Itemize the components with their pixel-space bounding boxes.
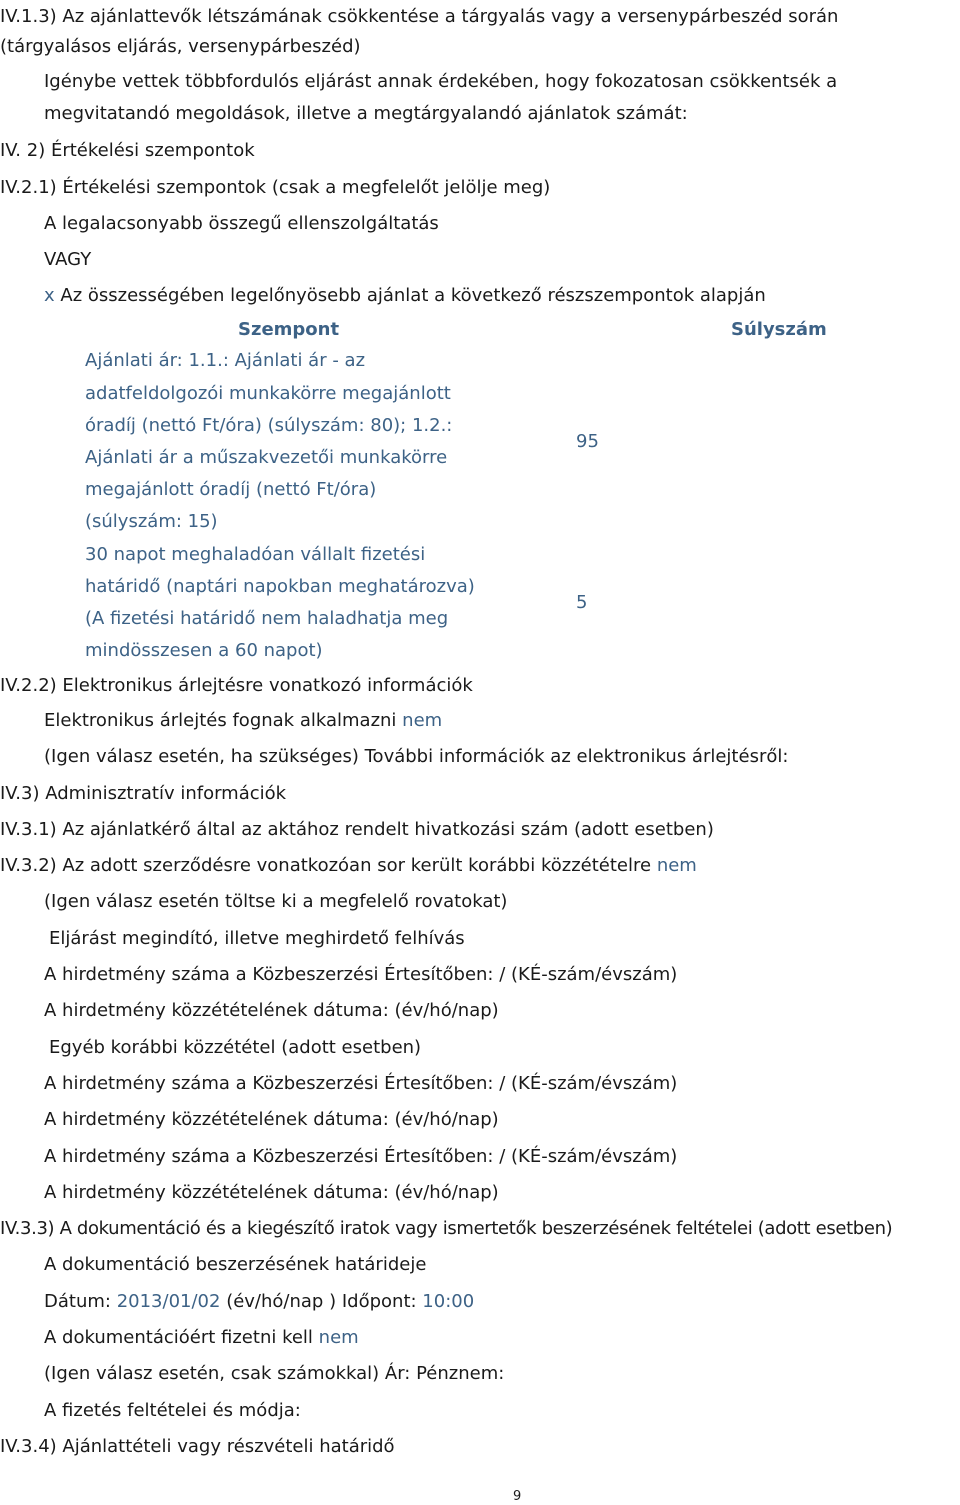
criteria-header-criterion: Szempont (238, 319, 340, 340)
option-best-value (44, 287, 766, 305)
criterion-weight: 95 (576, 431, 599, 452)
pay-value: nem (318, 1327, 359, 1348)
option-best-value-label: Az összességében legelőnyösebb ajánlat a következő részszempontok alapján (60, 285, 766, 306)
criterion-text-line: adatfeldolgozói munkakörre megajánlott (85, 383, 451, 404)
prev-notice-heading: Eljárást megindító, illetve meghirdető felhívás (49, 928, 465, 949)
price-line: (Igen válasz esetén, csak számokkal) Ár: Pénznem: (44, 1363, 505, 1384)
section-iv2-heading: IV. 2) Értékelési szempontok (0, 140, 255, 161)
criterion-text-line: Ajánlati ár a műszakvezetői munkakörre (85, 447, 448, 468)
prev-fill-instruction: (Igen válasz esetén töltse ki a megfelelő rovatokat) (44, 891, 508, 912)
criterion-text-line: megajánlott óradíj (nettó Ft/óra) (85, 479, 377, 500)
time-label: Időpont: (341, 1291, 417, 1312)
other-prev-heading: Egyéb korábbi közzététel (adott esetben) (49, 1037, 422, 1058)
doc-payment-line (44, 1329, 359, 1347)
multistage-text-2: megvitatandó megoldások, illetve a megtárgyalandó ajánlatok számát: (44, 103, 688, 124)
section-iv33-heading: IV.3.3) A dokumentáció és a kiegészítő iratok vagy ismertetők beszerzésének feltételei (adott esetben) (0, 1218, 893, 1239)
section-iv31-heading: IV.3.1) Az ajánlatkérő által az aktához rendelt hivatkozási szám (adott esetben) (0, 819, 714, 840)
notice-date-line: A hirdetmény közzétételének dátuma: (év/hó/nap) (44, 1109, 499, 1130)
date-label: Dátum: (44, 1291, 111, 1312)
auction-value: nem (402, 710, 443, 731)
criterion-weight: 5 (576, 592, 588, 613)
date-value: 2013/01/02 (116, 1291, 221, 1312)
section-iv21-heading: IV.2.1) Értékelési szempontok (csak a megfelelőt jelölje meg) (0, 177, 551, 198)
multistage-text-1: Igénybe vettek többfordulós eljárást annak érdekében, hogy fokozatosan csökkentsék a (44, 71, 838, 92)
notice-number-line: A hirdetmény száma a Közbeszerzési Értesítőben: / (KÉ-szám/évszám) (44, 1146, 678, 1167)
section-iv13-heading: IV.1.3) Az ajánlattevők létszámának csökkentése a tárgyalás vagy a versenypárbeszéd során (0, 6, 839, 27)
option-lowest-price: A legalacsonyabb összegű ellenszolgáltatás (44, 213, 439, 234)
doc-deadline-line (44, 1293, 474, 1311)
section-iv32-heading (0, 857, 697, 875)
prev-publication-label: IV.3.2) Az adott szerződésre vonatkozóan sor került korábbi közzétételre (0, 855, 652, 876)
notice-date-line: A hirdetmény közzétételének dátuma: (év/hó/nap) (44, 1182, 499, 1203)
time-value: 10:00 (422, 1291, 475, 1312)
date-format: (év/hó/nap ) (226, 1291, 337, 1312)
criterion-text-line: (súlyszám: 15) (85, 511, 218, 532)
section-iv3-heading: IV.3) Adminisztratív információk (0, 783, 287, 804)
auction-more-info: (Igen válasz esetén, ha szükséges) További információk az elektronikus árlejtésről: (44, 746, 789, 767)
option-or: VAGY (44, 249, 92, 270)
section-iv22-heading: IV.2.2) Elektronikus árlejtésre vonatkozó információk (0, 675, 473, 696)
criterion-text-line: határidő (naptári napokban meghatározva) (85, 576, 475, 597)
page-number: 9 (513, 1489, 522, 1504)
criterion-text-line: (A fizetési határidő nem haladhatja meg (85, 608, 449, 629)
notice-number-line: A hirdetmény száma a Közbeszerzési Értesítőben: / (KÉ-szám/évszám) (44, 1073, 678, 1094)
criterion-text-line: 30 napot meghaladóan vállalt fizetési (85, 544, 426, 565)
doc-deadline-heading: A dokumentáció beszerzésének határideje (44, 1254, 427, 1275)
criteria-header-weight: Súlyszám (731, 319, 827, 340)
notice-date-line: A hirdetmény közzétételének dátuma: (év/hó/nap) (44, 1000, 499, 1021)
payment-terms-line: A fizetés feltételei és módja: (44, 1400, 301, 1421)
notice-number-line: A hirdetmény száma a Közbeszerzési Értesítőben: / (KÉ-szám/évszám) (44, 964, 678, 985)
pay-label: A dokumentációért fizetni kell (44, 1327, 313, 1348)
criterion-text-line: óradíj (nettó Ft/óra) (súlyszám: 80); 1.2.: (85, 415, 453, 436)
auction-line (44, 712, 442, 730)
criterion-text-line: mindösszesen a 60 napot) (85, 640, 323, 661)
criterion-text-line: Ajánlati ár: 1.1.: Ajánlati ár - az (85, 350, 366, 371)
auction-label: Elektronikus árlejtés fognak alkalmazni (44, 710, 397, 731)
prev-publication-value: nem (656, 855, 697, 876)
selected-mark: x (44, 285, 55, 306)
section-iv13-subheading: (tárgyalásos eljárás, versenypárbeszéd) (0, 36, 361, 57)
section-iv34-heading: IV.3.4) Ajánlattételi vagy részvételi határidő (0, 1436, 395, 1457)
